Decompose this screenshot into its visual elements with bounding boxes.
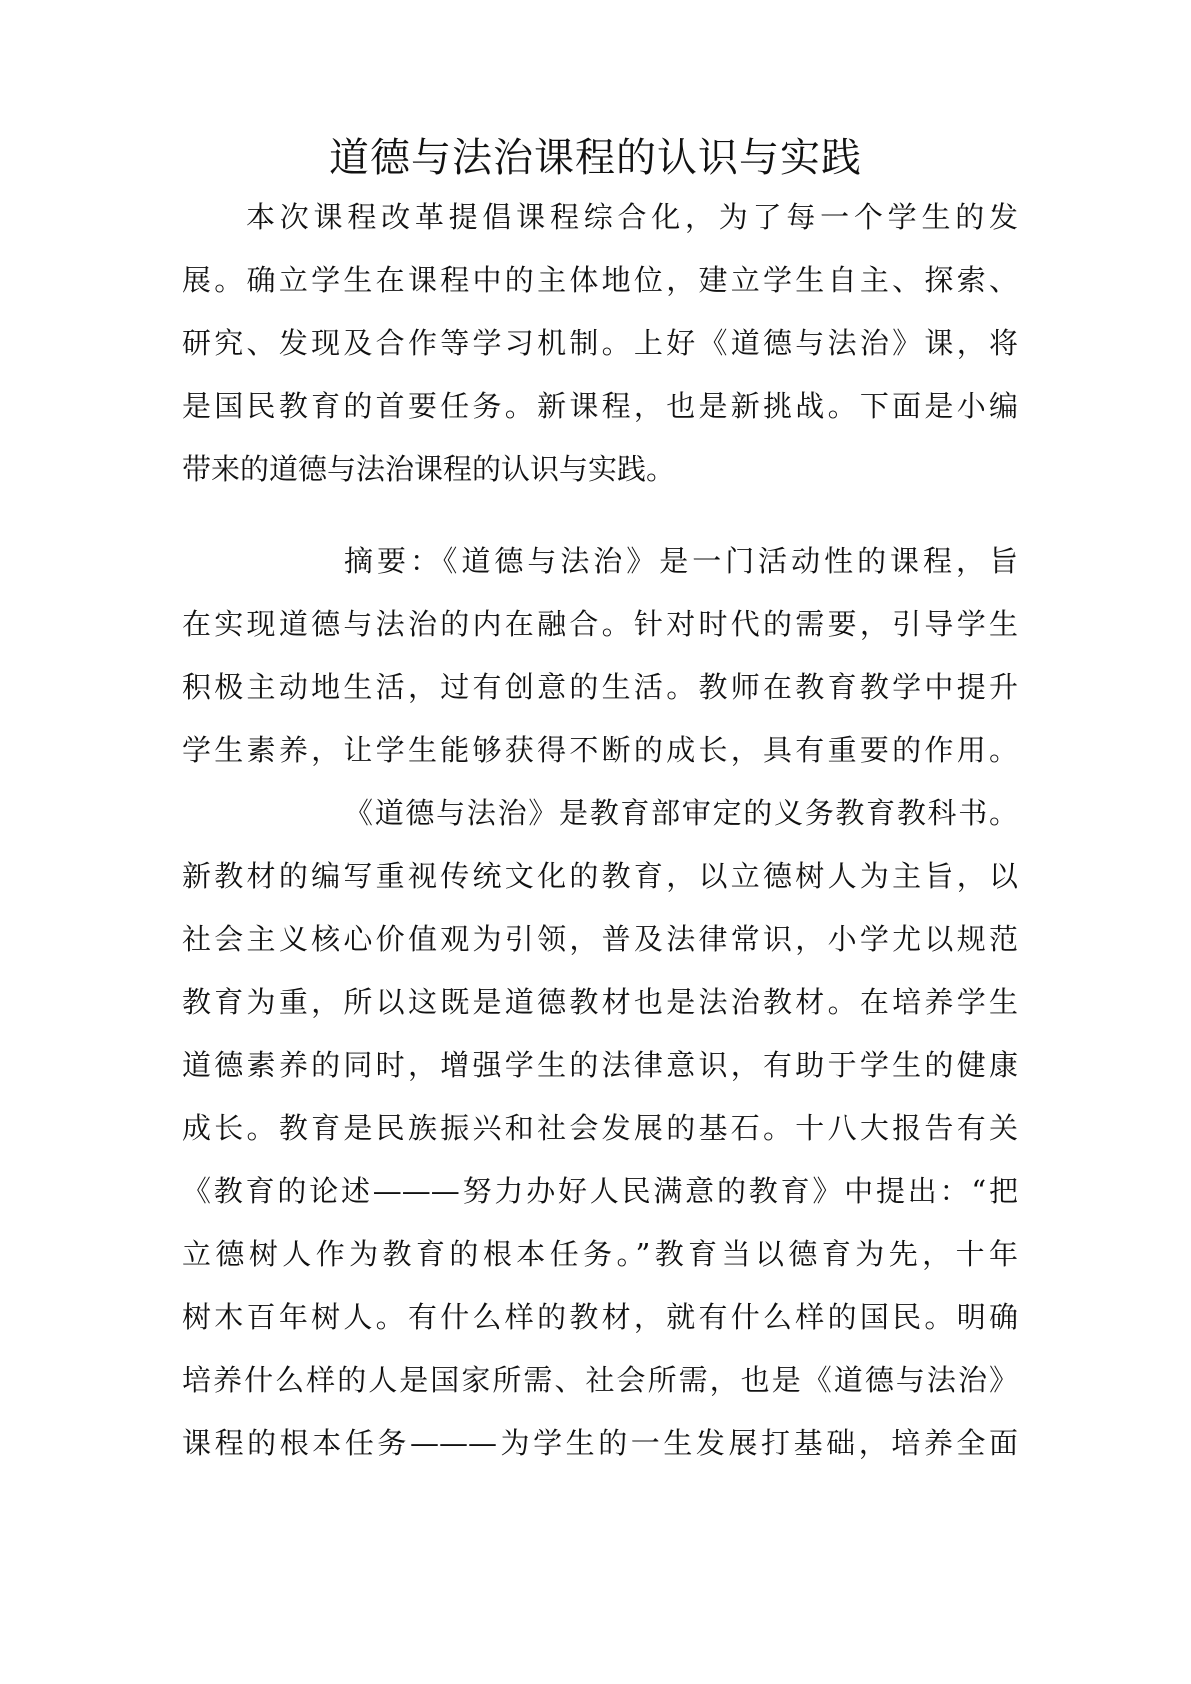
text-line: 研究、发现及合作等学习机制。上好《道德与法治》课，将: [182, 326, 1018, 360]
text-line: 教育为重，所以这既是道德教材也是法治教材。在培养学生: [182, 985, 1018, 1019]
text-line: 立德树人作为教育的根本任务。”教育当以德育为先，十年: [182, 1237, 1018, 1271]
text-line: 课程的根本任务———为学生的一生发展打基础，培养全面: [182, 1426, 1018, 1460]
abstract-paragraph: [182, 530, 1018, 782]
text-line: 摘要：《道德与法治》是一门活动性的课程，旨: [344, 544, 1018, 578]
text-line: 本次课程改革提倡课程综合化，为了每一个学生的发: [246, 200, 1018, 234]
text-line: 展。确立学生在课程中的主体地位，建立学生自主、探索、: [182, 263, 1018, 297]
text-line: 道德素养的同时，增强学生的法律意识，有助于学生的健康: [182, 1048, 1018, 1082]
text-line: 树木百年树人。有什么样的教材，就有什么样的国民。明确: [182, 1300, 1018, 1334]
text-line: 学生素养，让学生能够获得不断的成长，具有重要的作用。: [182, 733, 1018, 767]
text-line: 社会主义核心价值观为引领，普及法律常识，小学尤以规范: [182, 922, 1018, 956]
text-line: 是国民教育的首要任务。新课程，也是新挑战。下面是小编: [182, 389, 1018, 423]
text-line: 《教育的论述———努力办好人民满意的教育》中提出：“把: [182, 1174, 1018, 1208]
body-paragraph: [182, 782, 1018, 1475]
text-line: 带来的道德与法治课程的认识与实践。: [182, 452, 676, 486]
text-line: 《道德与法治》是教育部审定的义务教育教科书。: [344, 796, 1018, 830]
text-line: 成长。教育是民族振兴和社会发展的基石。十八大报告有关: [182, 1111, 1018, 1145]
text-line: 新教材的编写重视传统文化的教育，以立德树人为主旨，以: [182, 859, 1018, 893]
intro-paragraph: [182, 186, 1018, 501]
text-line: 积极主动地生活，过有创意的生活。教师在教育教学中提升: [182, 670, 1018, 704]
document-title: 道德与法治课程的认识与实践: [329, 135, 862, 181]
text-line: 培养什么样的人是国家所需、社会所需，也是《道德与法治》: [182, 1363, 1018, 1397]
text-line: 在实现道德与法治的内在融合。针对时代的需要，引导学生: [182, 607, 1018, 641]
